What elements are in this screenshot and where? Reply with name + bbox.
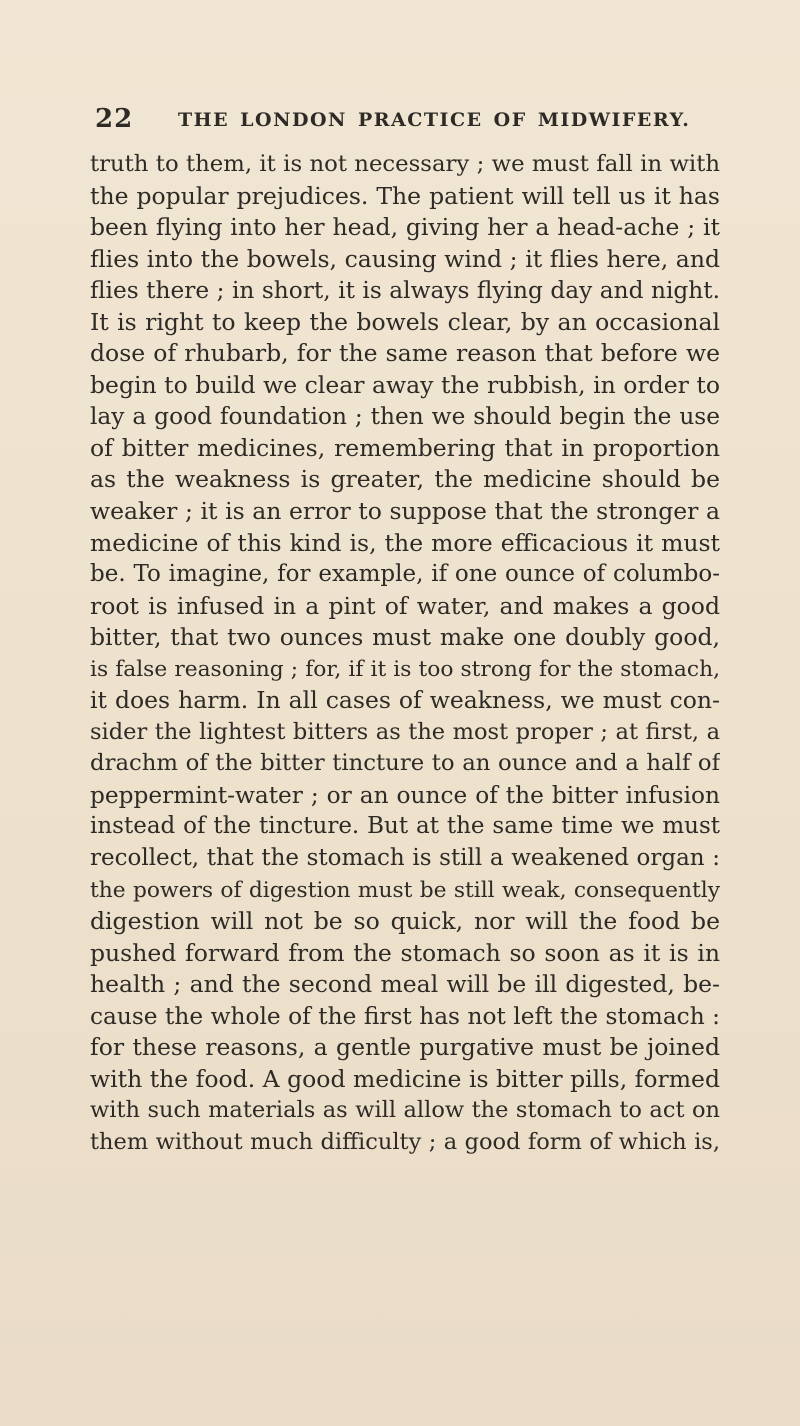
text-line: lay a good foundation ; then we should begin the use xyxy=(90,403,720,431)
body-text xyxy=(90,149,720,1159)
text-line: with the food. A good medicine is bitter pills, formed xyxy=(90,1064,720,1093)
text-line: pushed forward from the stomach so soon as it is in xyxy=(90,938,720,967)
text-line: been flying into her head, giving her a head-ache ; it xyxy=(90,213,720,242)
text-line: sider the lightest bitters as the most proper ; at first, a xyxy=(90,718,720,745)
text-line: for these reasons, a gentle purgative must be joined xyxy=(90,1033,720,1062)
text-line: the powers of digestion must be still weak, consequently xyxy=(90,877,720,903)
text-line: them without much difficulty ; a good form of which is, xyxy=(90,1128,720,1155)
text-line: with such materials as will allow the stomach to act on xyxy=(90,1097,720,1124)
text-line: root is infused in a pint of water, and makes a good xyxy=(90,591,720,620)
text-line: begin to build we clear away the rubbish, in order to xyxy=(90,370,720,399)
text-line: dose of rhubarb, for the same reason that before we xyxy=(90,339,720,368)
text-line: cause the whole of the first has not left the stomach : xyxy=(90,1002,720,1030)
text-line: drachm of the bitter tincture to an ounce and a half of xyxy=(90,750,720,777)
page-header xyxy=(95,104,755,140)
text-line: the popular prejudices. The patient will tell us it has xyxy=(90,181,720,210)
text-line: is false reasoning ; for, if it is too strong for the stomach, xyxy=(90,656,720,682)
text-line: it does harm. In all cases of weakness, we must con- xyxy=(90,686,720,715)
text-line: truth to them, it is not necessary ; we must fall in with xyxy=(90,151,720,177)
text-line: flies into the bowels, causing wind ; it flies here, and xyxy=(90,244,720,273)
text-line: weaker ; it is an error to suppose that the stronger a xyxy=(90,497,720,526)
text-line: recollect, that the stomach is still a weakened organ : xyxy=(90,845,720,872)
text-line: peppermint-water ; or an ounce of the bitter infusion xyxy=(90,781,720,809)
text-line: health ; and the second meal will be ill digested, be- xyxy=(90,970,720,999)
text-line: It is right to keep the bowels clear, by an occasional xyxy=(90,307,720,336)
text-line: medicine of this kind is, the more efficacious it must xyxy=(90,528,720,557)
text-line: digestion will not be so quick, nor will the food be xyxy=(90,907,720,936)
text-line: instead of the tincture. But at the same time we must xyxy=(90,813,720,840)
text-line: flies there ; in short, it is always flying day and night. xyxy=(90,277,720,305)
text-line: of bitter medicines, remembering that in proportion xyxy=(90,433,720,462)
text-line: bitter, that two ounces must make one doubly good, xyxy=(90,623,720,652)
text-line: be. To imagine, for example, if one ounce of columbo- xyxy=(90,561,720,588)
running-title: THE LONDON PRACTICE OF MIDWIFERY. xyxy=(178,109,691,131)
text-line: as the weakness is greater, the medicine should be xyxy=(90,465,720,494)
page-number: 22 xyxy=(95,104,134,134)
